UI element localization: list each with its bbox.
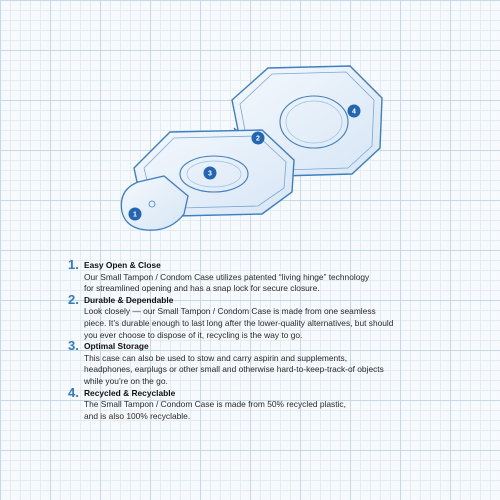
- feature-title: Optimal Storage: [84, 341, 149, 352]
- feature-description: This case can also be used to stow and carry aspirin and supplements, headphones, earplugs or other small and otherwise hard-to-keep-track-of objects while you’re on the go.: [84, 352, 384, 386]
- badge-2: [252, 132, 265, 145]
- badge-3: [204, 167, 217, 180]
- feature-title: Durable & Dependable: [84, 294, 174, 305]
- feature-number: 4.: [68, 384, 79, 400]
- feature-number: 1.: [68, 257, 79, 272]
- feature-number: 2.: [68, 291, 79, 307]
- feature-description: The Small Tampon / Condom Case is made from 50% recycled plastic, and is also 100% recyclable.: [84, 399, 346, 421]
- svg-text:3: 3: [208, 170, 212, 178]
- feature-title: Easy Open & Close: [84, 260, 161, 270]
- feature-title: Recycled & Recyclable: [84, 387, 176, 398]
- svg-text:2: 2: [256, 135, 260, 143]
- feature-easy-open: [68, 257, 488, 295]
- badge-4: [348, 105, 361, 118]
- feature-durable: [68, 291, 488, 341]
- feature-number: 3.: [68, 338, 79, 354]
- feature-description: Our Small Tampon / Condom Case utilizes patented “living hinge” technology for streamlined opening and has a snap lock for secure closure.: [84, 271, 370, 294]
- feature-list: [68, 257, 488, 422]
- badge-1: [129, 208, 142, 221]
- feature-description: Look closely — our Small Tampon / Condom Case is made from one seamless piece. It’s durable enough to last long after the lower-quality alternatives, but should you ever choose to dispose of it, recycling is the way to go.: [84, 306, 394, 340]
- svg-text:1: 1: [133, 211, 137, 219]
- feature-storage: [68, 338, 488, 387]
- feature-recycled: [68, 384, 488, 423]
- svg-text:4: 4: [352, 108, 356, 116]
